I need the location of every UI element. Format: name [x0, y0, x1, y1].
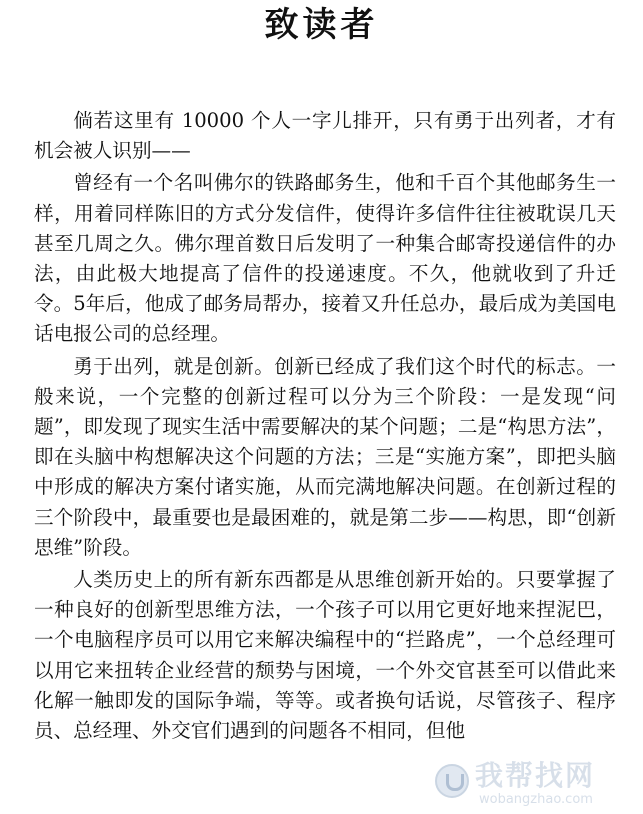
- paragraph: 倘若这里有 10000 个人一字儿排开，只有勇于出列者，才有机会被人识别——: [34, 109, 616, 163]
- watermark-name: 我帮找网: [475, 759, 596, 792]
- paragraph: 人类历史上的所有新东西都是从思维创新开始的。只要掌握了一种良好的创新型思维方法，一个孩子可以用它更好地来捏泥巴，一个电脑程序员可以用它来解决编程中的“拦路虎”，一个总经理可以用它来扭转企业经营的颓势与困境，一个外交官甚至可以借此来化解一触即发的国际争端，等等。或者换句话说，尽管孩子、程序员、总经理、外交官们遇到的问题各不相同，但他: [34, 568, 616, 743]
- page-title: 致读者: [264, 5, 379, 45]
- watermark: [435, 760, 635, 812]
- body-text: [34, 106, 616, 746]
- watermark-logo-icon: [435, 764, 469, 798]
- watermark-url: wobangzhao.com: [479, 792, 593, 807]
- paragraph: 勇于出列，就是创新。创新已经成了我们这个时代的标志。一般来说，一个完整的创新过程可以分为三个阶段：一是发现“问题”，即发现了现实生活中需要解决的某个问题；二是“构思方法”，即在头脑中构想解决这个问题的方法；三是“实施方案”，即把头脑中形成的解决方案付诸实施，从而完满地解决问题。在创新过程的三个阶段中，最重要也是最困难的，就是第二步——构思，即“创新思维”阶段。: [34, 354, 616, 559]
- paragraph: 曾经有一个名叫佛尔的铁路邮务生，他和千百个其他邮务生一样，用着同样陈旧的方式分发信件，使得许多信件往往被耽误几天甚至几周之久。佛尔理首数日后发明了一种集合邮寄投递信件的办法，由此极大地提高了信件的投递速度。不久，他就收到了升迁令。5年后，他成了邮务局帮办，接着又升任总办，最后成为美国电话电报公司的总经理。: [34, 171, 616, 346]
